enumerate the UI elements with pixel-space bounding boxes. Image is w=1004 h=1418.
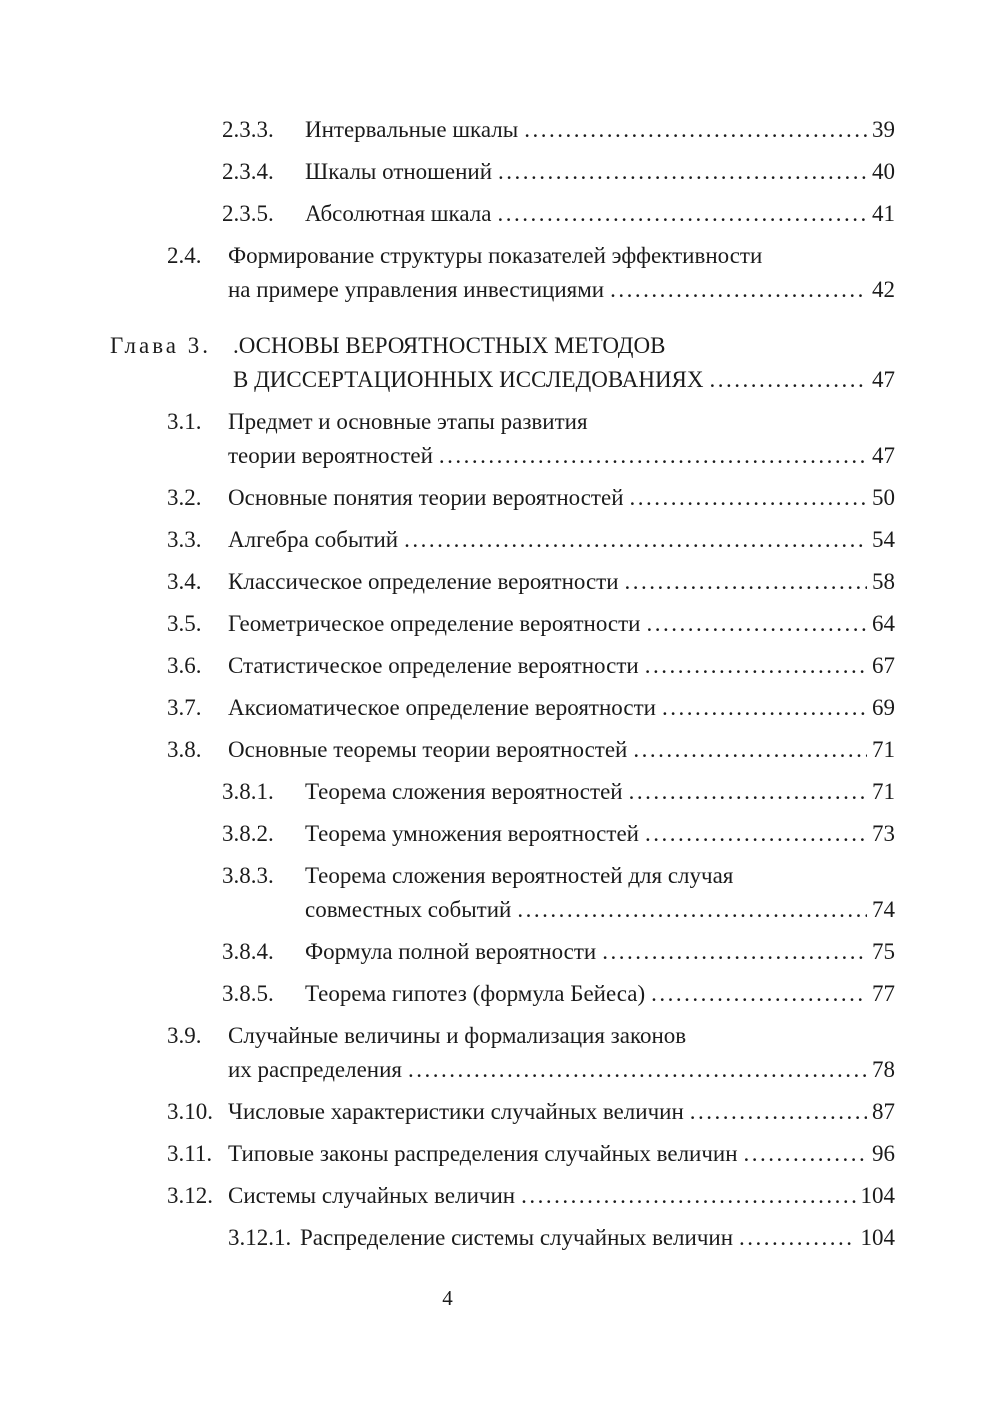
entry-line [233, 329, 895, 363]
entry-text: Теорема гипотез (формула Бейеса) [305, 981, 646, 1006]
entry-body [228, 1019, 895, 1087]
dot-leader [524, 113, 867, 147]
entry-number: 2.3.5. [222, 201, 274, 226]
entry-body [305, 817, 895, 851]
entry-body [228, 649, 895, 683]
entry-number: 3.1. [167, 409, 202, 434]
entry-page-number: 73 [872, 821, 895, 846]
entry-line [228, 1053, 895, 1087]
entry-body [228, 481, 895, 515]
entry-text: Геометрическое определение вероятности [228, 611, 641, 636]
entry-text: Шкалы отношений [305, 159, 493, 184]
entry-body [305, 197, 895, 231]
entry-text: Основные понятия теории вероятностей [228, 485, 624, 510]
entry-page-number: 39 [872, 117, 895, 142]
entry-body [305, 775, 895, 809]
entry-text: теории вероятностей [228, 443, 433, 468]
entry-number: 3.7. [167, 695, 202, 720]
toc-entry [0, 1221, 895, 1255]
toc-entry [0, 859, 895, 927]
entry-line [228, 1137, 895, 1171]
entry-page-number: 69 [872, 695, 895, 720]
entry-body [305, 935, 895, 969]
entry-body [305, 859, 895, 927]
entry-text: Абсолютная шкала [305, 201, 492, 226]
dot-leader [517, 893, 867, 927]
entry-line [228, 1095, 895, 1129]
toc-entry [0, 817, 895, 851]
dot-leader [521, 1179, 855, 1213]
entry-line [228, 523, 895, 557]
dot-leader [625, 565, 867, 599]
entry-body [228, 239, 895, 307]
entry-text: Типовые законы распределения случайных величин [228, 1141, 738, 1166]
entry-body [228, 1137, 895, 1171]
toc-entry [0, 113, 895, 147]
entry-page-number: 64 [872, 611, 895, 636]
entry-number: 3.8.5. [222, 981, 274, 1006]
entry-text: совместных событий [305, 897, 512, 922]
toc-entry [0, 329, 895, 397]
entry-line [228, 273, 895, 307]
entry-body [228, 1095, 895, 1129]
toc-entry [0, 935, 895, 969]
entry-line [305, 113, 895, 147]
entry-text: Статистическое определение вероятности [228, 653, 639, 678]
toc-entry [0, 523, 895, 557]
entry-number: 3.9. [167, 1023, 202, 1048]
dot-leader [497, 197, 867, 231]
entry-line [305, 935, 895, 969]
entry-text: Аксиоматическое определение вероятности [228, 695, 656, 720]
entry-text: .ОСНОВЫ ВЕРОЯТНОСТНЫХ МЕТОДОВ [233, 333, 666, 358]
entry-text: их распределения [228, 1057, 402, 1082]
entry-body [228, 607, 895, 641]
entry-page-number: 47 [872, 443, 895, 468]
entry-line [228, 565, 895, 599]
entry-text: Распределение системы случайных величин [300, 1225, 734, 1250]
entry-number: 2.3.3. [222, 117, 274, 142]
dot-leader [610, 273, 867, 307]
entry-line [233, 363, 895, 397]
entry-page-number: 42 [872, 277, 895, 302]
entry-text: Системы случайных величин [228, 1183, 516, 1208]
entry-line [300, 1221, 895, 1255]
entry-page-number: 78 [872, 1057, 895, 1082]
dot-leader [662, 691, 867, 725]
entry-number: 3.2. [167, 485, 202, 510]
toc-entry [0, 1137, 895, 1171]
entry-line [228, 691, 895, 725]
entry-body [228, 733, 895, 767]
entry-text: на примере управления инвестициями [228, 277, 605, 302]
dot-leader [630, 481, 867, 515]
entry-number: 3.12.1. [228, 1225, 292, 1250]
entry-body [228, 1179, 895, 1213]
entry-text: Основные теоремы теории вероятностей [228, 737, 628, 762]
dot-leader [645, 649, 867, 683]
entry-page-number: 104 [860, 1225, 895, 1250]
entry-body [305, 113, 895, 147]
entry-number: 3.4. [167, 569, 202, 594]
toc-entry [0, 775, 895, 809]
entry-text: Формула полной вероятности [305, 939, 597, 964]
entry-line [228, 239, 895, 273]
entry-number: 3.12. [167, 1183, 213, 1208]
toc-entry [0, 1179, 895, 1213]
entry-page-number: 75 [872, 939, 895, 964]
entry-page-number: 74 [872, 897, 895, 922]
entry-page-number: 54 [872, 527, 895, 552]
toc-list [0, 113, 895, 1255]
entry-text: Теорема сложения вероятностей [305, 779, 623, 804]
entry-number: 2.4. [167, 243, 202, 268]
entry-page-number: 71 [872, 779, 895, 804]
toc-entry [0, 565, 895, 599]
page-number: 4 [442, 1286, 453, 1310]
dot-leader [651, 977, 867, 1011]
entry-number: 3.8.1. [222, 779, 274, 804]
entry-page-number: 77 [872, 981, 895, 1006]
entry-number: 3.8.2. [222, 821, 274, 846]
entry-body [228, 565, 895, 599]
entry-number: 3.6. [167, 653, 202, 678]
entry-body [228, 691, 895, 725]
entry-line [228, 649, 895, 683]
entry-line [228, 1179, 895, 1213]
dot-leader [408, 1053, 867, 1087]
toc-entry [0, 607, 895, 641]
entry-line [305, 977, 895, 1011]
dot-leader [744, 1137, 867, 1171]
dot-leader [646, 607, 867, 641]
entry-text: Формирование структуры показателей эффективности [228, 243, 763, 268]
entry-line [305, 775, 895, 809]
entry-body [305, 977, 895, 1011]
entry-text: Теорема умножения вероятностей [305, 821, 639, 846]
entry-number: 3.8. [167, 737, 202, 762]
dot-leader [404, 523, 867, 557]
entry-page-number: 47 [872, 367, 895, 392]
entry-number: 3.11. [167, 1141, 213, 1166]
toc-entry [0, 649, 895, 683]
toc-entry [0, 733, 895, 767]
entry-line [228, 1019, 895, 1053]
entry-body [305, 155, 895, 189]
dot-leader [739, 1221, 855, 1255]
toc-entry [0, 1019, 895, 1087]
toc-entry [0, 1095, 895, 1129]
entry-number: 3.8.3. [222, 863, 274, 888]
entry-page-number: 58 [872, 569, 895, 594]
dot-leader [629, 775, 867, 809]
entry-line [305, 893, 895, 927]
dot-leader [645, 817, 867, 851]
entry-page-number: 87 [872, 1099, 895, 1124]
entry-text: Интервальные шкалы [305, 117, 519, 142]
entry-text: Классическое определение вероятности [228, 569, 619, 594]
toc-entry [0, 155, 895, 189]
entry-line [305, 817, 895, 851]
entry-text: Случайные величины и формализация законов [228, 1023, 687, 1048]
entry-number: 3.8.4. [222, 939, 274, 964]
dot-leader [710, 363, 867, 397]
entry-line [305, 859, 895, 893]
entry-text: Алгебра событий [228, 527, 399, 552]
entry-body [228, 405, 895, 473]
entry-line [228, 607, 895, 641]
entry-line [228, 481, 895, 515]
entry-number: 2.3.4. [222, 159, 274, 184]
entry-text: Предмет и основные этапы развития [228, 409, 588, 434]
entry-page-number: 104 [860, 1183, 895, 1208]
dot-leader [498, 155, 867, 189]
entry-text: Числовые характеристики случайных величин [228, 1099, 684, 1124]
entry-body [228, 523, 895, 557]
entry-line [228, 439, 895, 473]
entry-text: В ДИССЕРТАЦИОННЫХ ИССЛЕДОВАНИЯХ [233, 367, 704, 392]
entry-line [305, 197, 895, 231]
toc-entry [0, 239, 895, 307]
entry-page-number: 96 [872, 1141, 895, 1166]
dot-leader [633, 733, 867, 767]
toc-entry [0, 977, 895, 1011]
entry-number: Глава 3. [110, 333, 211, 358]
entry-number: 3.3. [167, 527, 202, 552]
entry-page-number: 40 [872, 159, 895, 184]
toc-entry [0, 691, 895, 725]
toc-entry [0, 197, 895, 231]
entry-body [300, 1221, 895, 1255]
entry-number: 3.5. [167, 611, 202, 636]
dot-leader [602, 935, 867, 969]
toc-entry [0, 481, 895, 515]
entry-body [233, 329, 895, 397]
entry-line [228, 405, 895, 439]
entry-page-number: 41 [872, 201, 895, 226]
dot-leader [439, 439, 867, 473]
entry-page-number: 67 [872, 653, 895, 678]
toc-entry [0, 405, 895, 473]
entry-text: Теорема сложения вероятностей для случая [305, 863, 734, 888]
entry-page-number: 71 [872, 737, 895, 762]
entry-page-number: 50 [872, 485, 895, 510]
entry-line [228, 733, 895, 767]
dot-leader [690, 1095, 867, 1129]
entry-number: 3.10. [167, 1099, 213, 1124]
entry-line [305, 155, 895, 189]
